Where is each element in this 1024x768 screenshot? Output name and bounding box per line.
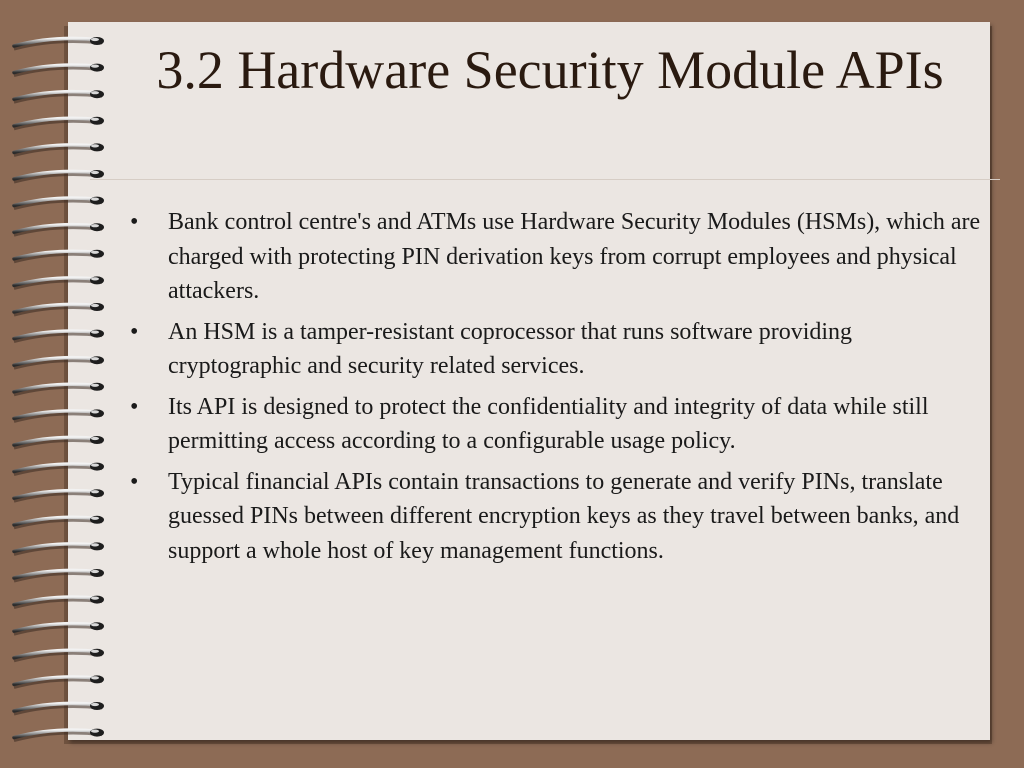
spiral-ring xyxy=(14,303,104,315)
bullet-item xyxy=(124,205,984,309)
spiral-ring xyxy=(14,702,104,714)
title-divider xyxy=(90,179,1000,180)
bullet-list xyxy=(124,205,984,574)
bullet-item xyxy=(124,390,984,459)
spiral-ring xyxy=(14,64,104,76)
spiral-binding xyxy=(0,0,130,768)
bullet-text: Bank control centre's and ATMs use Hardware Security Modules (HSMs), which are charged with protecting PIN derivation keys from corrupt employees and physical attackers. xyxy=(168,209,981,304)
spiral-ring xyxy=(14,569,104,581)
spiral-ring xyxy=(14,90,104,102)
spiral-ring xyxy=(14,117,104,129)
spiral-ring xyxy=(14,250,104,262)
spiral-ring xyxy=(14,542,104,554)
bullet-item xyxy=(124,315,984,384)
spiral-ring xyxy=(14,223,104,235)
spiral-ring xyxy=(14,170,104,182)
bullet-marker: • xyxy=(130,393,139,420)
spiral-ring xyxy=(14,463,104,475)
spiral-ring xyxy=(14,675,104,687)
spiral-ring xyxy=(14,729,104,741)
bullet-text: Its API is designed to protect the confidentiality and integrity of data while still permitting access according to a configurable usage policy. xyxy=(168,393,929,454)
spiral-ring xyxy=(14,383,104,395)
spiral-ring xyxy=(14,197,104,209)
bullet-text: An HSM is a tamper-resistant coprocessor that runs software providing cryptographic and security related services. xyxy=(168,318,853,379)
spiral-ring xyxy=(14,436,104,448)
bullet-marker: • xyxy=(130,209,139,235)
spiral-ring xyxy=(14,330,104,342)
spiral-ring xyxy=(14,622,104,634)
bullet-marker: • xyxy=(130,468,139,495)
spiral-ring xyxy=(14,489,104,501)
bullet-marker: • xyxy=(130,318,139,345)
spiral-ring xyxy=(14,409,104,421)
spiral-ring xyxy=(14,143,104,155)
slide-title: 3.2 Hardware Security Module APIs xyxy=(156,40,944,100)
bullet-item xyxy=(124,465,984,569)
spiral-ring xyxy=(14,276,104,288)
spiral-ring xyxy=(14,649,104,661)
spiral-ring xyxy=(14,356,104,368)
spiral-ring xyxy=(14,37,104,49)
spiral-ring xyxy=(14,596,104,608)
spiral-ring xyxy=(14,516,104,528)
bullet-text: Typical financial APIs contain transactions to generate and verify PINs, translate guessed PINs between different encryption keys as they travel between banks, and support a whole host of key management functions. xyxy=(168,468,960,564)
